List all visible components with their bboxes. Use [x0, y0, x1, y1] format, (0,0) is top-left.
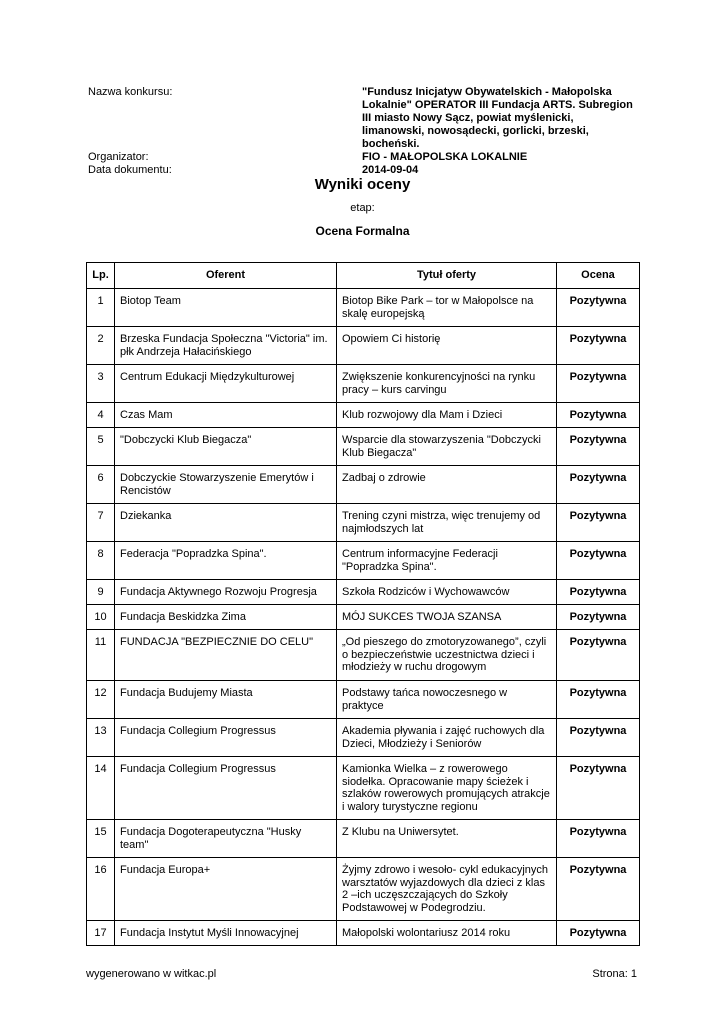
cell-oferent: Fundacja Budujemy Miasta	[115, 681, 337, 719]
cell-lp: 7	[87, 504, 115, 542]
cell-oferent: Fundacja Instytut Myśli Innowacyjnej	[115, 921, 337, 946]
date-value: 2014-09-04	[362, 164, 419, 176]
table-row	[87, 605, 640, 630]
cell-tytul: Zadbaj o zdrowie	[337, 466, 557, 504]
contest-row	[88, 86, 648, 151]
cell-tytul: Żyjmy zdrowo i wesoło- cykl edukacyjnych warsztatów wyjazdowych dla dzieci z klas 2 –ich uczęszczających do Szkoły Podstawowej w Podegrodziu.	[337, 858, 557, 921]
table-row	[87, 681, 640, 719]
cell-tytul: MÓJ SUKCES TWOJA SZANSA	[337, 605, 557, 630]
cell-tytul: Kamionka Wielka – z rowerowego siodełka. Opracowanie mapy ścieżek i szlaków rowerowych promujących atrakcje i walory turystyczne regionu	[337, 757, 557, 820]
cell-ocena: Pozytywna	[557, 757, 640, 820]
cell-oferent: Czas Mam	[115, 403, 337, 428]
table-header-row	[87, 263, 640, 289]
organizer-label: Organizator:	[88, 151, 149, 163]
cell-lp: 2	[87, 327, 115, 365]
cell-oferent: Dziekanka	[115, 504, 337, 542]
cell-tytul: Centrum informacyjne Federacji "Popradzka Spina".	[337, 542, 557, 580]
cell-oferent: FUNDACJA "BEZPIECZNIE DO CELU"	[115, 630, 337, 681]
table-row	[87, 365, 640, 403]
contest-label: Nazwa konkursu:	[88, 86, 173, 98]
cell-oferent: Dobczyckie Stowarzyszenie Emerytów i Rencistów	[115, 466, 337, 504]
header-ocena: Ocena	[557, 263, 640, 289]
cell-lp: 10	[87, 605, 115, 630]
results-body	[87, 289, 640, 946]
cell-oferent: Fundacja Europa+	[115, 858, 337, 921]
cell-ocena: Pozytywna	[557, 858, 640, 921]
cell-lp: 15	[87, 820, 115, 858]
date-label: Data dokumentu:	[88, 164, 172, 176]
cell-ocena: Pozytywna	[557, 580, 640, 605]
organizer-row	[88, 151, 648, 164]
organizer-value: FIO - MAŁOPOLSKA LOKALNIE	[362, 151, 528, 163]
cell-lp: 17	[87, 921, 115, 946]
cell-ocena: Pozytywna	[557, 681, 640, 719]
cell-lp: 13	[87, 719, 115, 757]
cell-oferent: Fundacja Dogoterapeutyczna "Husky team"	[115, 820, 337, 858]
header-tytul: Tytuł oferty	[337, 263, 557, 289]
cell-oferent: Federacja "Popradzka Spina".	[115, 542, 337, 580]
document-meta	[88, 86, 648, 177]
table-row	[87, 504, 640, 542]
table-row	[87, 466, 640, 504]
cell-oferent: Fundacja Aktywnego Rozwoju Progresja	[115, 580, 337, 605]
contest-value: "Fundusz Inicjatyw Obywatelskich - Małopolska Lokalnie" OPERATOR III Fundacja ARTS. Subregion III miasto Nowy Sącz, powiat myślenicki, limanowski, nowosądecki, gorlicki, brzeski, bocheński.	[362, 86, 633, 150]
cell-lp: 1	[87, 289, 115, 327]
cell-oferent: Brzeska Fundacja Społeczna "Victoria" im. płk Andrzeja Hałacińskiego	[115, 327, 337, 365]
stage-value: Ocena Formalna	[315, 224, 410, 238]
table-row	[87, 630, 640, 681]
results-table	[86, 262, 640, 946]
table-row	[87, 921, 640, 946]
header-lp: Lp.	[87, 263, 115, 289]
table-row	[87, 542, 640, 580]
cell-tytul: Małopolski wolontariusz 2014 roku	[337, 921, 557, 946]
cell-ocena: Pozytywna	[557, 542, 640, 580]
cell-lp: 5	[87, 428, 115, 466]
cell-oferent: Fundacja Collegium Progressus	[115, 757, 337, 820]
cell-tytul: Szkoła Rodziców i Wychowawców	[337, 580, 557, 605]
cell-ocena: Pozytywna	[557, 820, 640, 858]
cell-ocena: Pozytywna	[557, 504, 640, 542]
cell-lp: 12	[87, 681, 115, 719]
cell-ocena: Pozytywna	[557, 630, 640, 681]
cell-ocena: Pozytywna	[557, 605, 640, 630]
page-title: Wyniki oceny	[314, 176, 411, 193]
cell-ocena: Pozytywna	[557, 921, 640, 946]
table-row	[87, 580, 640, 605]
cell-ocena: Pozytywna	[557, 365, 640, 403]
cell-tytul: Biotop Bike Park – tor w Małopolsce na skalę europejską	[337, 289, 557, 327]
footer-page-number: Strona: 1	[592, 968, 637, 980]
cell-ocena: Pozytywna	[557, 403, 640, 428]
table-row	[87, 858, 640, 921]
stage-label: etap:	[350, 202, 375, 214]
cell-tytul: Podstawy tańca nowoczesnego w praktyce	[337, 681, 557, 719]
cell-lp: 6	[87, 466, 115, 504]
header-oferent: Oferent	[115, 263, 337, 289]
cell-oferent: Centrum Edukacji Międzykulturowej	[115, 365, 337, 403]
cell-lp: 8	[87, 542, 115, 580]
cell-oferent: Biotop Team	[115, 289, 337, 327]
cell-ocena: Pozytywna	[557, 719, 640, 757]
cell-tytul: Zwiększenie konkurencyjności na rynku pracy – kurs carvingu	[337, 365, 557, 403]
cell-tytul: Klub rozwojowy dla Mam i Dzieci	[337, 403, 557, 428]
cell-oferent: Fundacja Beskidzka Zima	[115, 605, 337, 630]
cell-ocena: Pozytywna	[557, 466, 640, 504]
table-row	[87, 403, 640, 428]
footer-generated: wygenerowano w witkac.pl	[86, 968, 217, 980]
cell-ocena: Pozytywna	[557, 327, 640, 365]
cell-lp: 14	[87, 757, 115, 820]
cell-lp: 16	[87, 858, 115, 921]
table-row	[87, 428, 640, 466]
cell-lp: 3	[87, 365, 115, 403]
cell-lp: 4	[87, 403, 115, 428]
cell-ocena: Pozytywna	[557, 428, 640, 466]
table-row	[87, 719, 640, 757]
cell-tytul: Z Klubu na Uniwersytet.	[337, 820, 557, 858]
cell-tytul: „Od pieszego do zmotoryzowanego”, czyli o bezpieczeństwie uczestnictwa dzieci i młodzieży w ruchu drogowym	[337, 630, 557, 681]
table-row	[87, 820, 640, 858]
cell-oferent: "Dobczycki Klub Biegacza"	[115, 428, 337, 466]
cell-lp: 9	[87, 580, 115, 605]
table-row	[87, 289, 640, 327]
cell-tytul: Opowiem Ci historię	[337, 327, 557, 365]
cell-lp: 11	[87, 630, 115, 681]
cell-ocena: Pozytywna	[557, 289, 640, 327]
table-row	[87, 757, 640, 820]
table-row	[87, 327, 640, 365]
cell-tytul: Trening czyni mistrza, więc trenujemy od najmłodszych lat	[337, 504, 557, 542]
cell-oferent: Fundacja Collegium Progressus	[115, 719, 337, 757]
cell-tytul: Wsparcie dla stowarzyszenia "Dobczycki Klub Biegacza"	[337, 428, 557, 466]
cell-tytul: Akademia pływania i zajęć ruchowych dla Dzieci, Młodzieży i Seniorów	[337, 719, 557, 757]
